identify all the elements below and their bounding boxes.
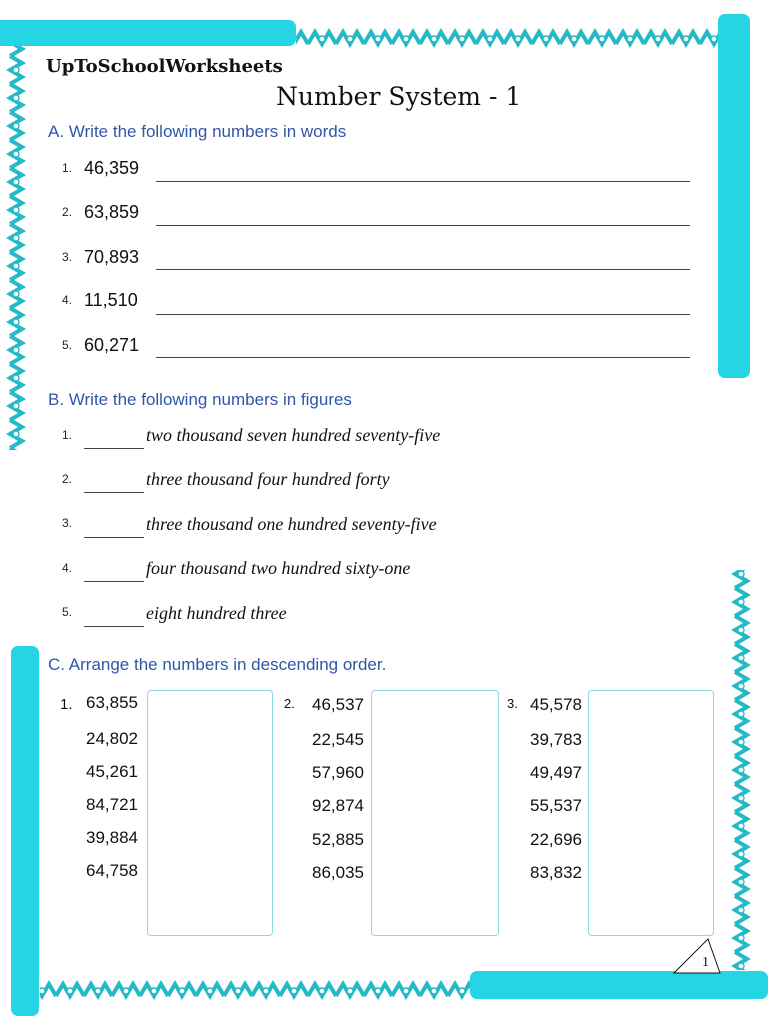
figure-blank[interactable] <box>84 626 144 627</box>
top-left-bar <box>0 20 296 46</box>
group-number: 2. <box>284 696 295 711</box>
bottom-zigzag <box>40 978 472 1002</box>
section-a-item-value: 60,271 <box>84 335 140 355</box>
figure-blank[interactable] <box>84 448 144 449</box>
figure-blank[interactable] <box>84 581 144 582</box>
top-right-bar <box>718 14 750 378</box>
group-number: 3. <box>507 696 518 711</box>
page-title: Number System - 1 <box>276 82 522 111</box>
group-value: 84,721 <box>86 795 138 814</box>
group-value: 83,832 <box>530 863 582 882</box>
section-b-heading: B. Write the following numbers in figures <box>48 390 352 409</box>
top-zigzag <box>296 26 720 50</box>
section-a-item-number: 1. <box>62 161 73 175</box>
group-value: 64,758 <box>86 861 138 880</box>
brand-name: UpToSchoolWorksheets <box>46 56 283 77</box>
group-value: 45,261 <box>86 762 138 781</box>
section-b-item-number: 4. <box>62 561 73 575</box>
section-a-item-value: 11,510 <box>84 290 138 310</box>
section-b-item-words: three thousand four hundred forty <box>146 469 390 489</box>
group-value: 86,035 <box>312 863 364 882</box>
group-value: 55,537 <box>530 796 582 815</box>
section-a-item-number: 4. <box>62 293 73 307</box>
section-b-item-number: 5. <box>62 605 73 619</box>
section-a-item-number: 2. <box>62 205 73 219</box>
answer-box[interactable] <box>588 690 714 936</box>
bottom-left-bar <box>11 646 39 1016</box>
section-b-item-words: four thousand two hundred sixty-one <box>146 558 411 578</box>
group-value: 52,885 <box>312 830 364 849</box>
answer-line[interactable] <box>156 357 690 358</box>
section-b-item-number: 2. <box>62 472 73 486</box>
right-zigzag <box>729 570 753 970</box>
section-b-item-words: eight hundred three <box>146 603 287 623</box>
section-a-item-value: 46,359 <box>84 158 140 178</box>
group-value: 63,855 <box>86 693 138 712</box>
answer-line[interactable] <box>156 225 690 226</box>
figure-blank[interactable] <box>84 537 144 538</box>
section-b-item-words: three thousand one hundred seventy-five <box>146 514 437 534</box>
answer-line[interactable] <box>156 181 690 182</box>
page-number-marker <box>672 936 722 974</box>
group-value: 24,802 <box>86 729 138 748</box>
section-b-item-words: two thousand seven hundred seventy-five <box>146 425 441 445</box>
group-value: 46,537 <box>312 695 364 714</box>
group-value: 92,874 <box>312 796 364 815</box>
group-value: 49,497 <box>530 763 582 782</box>
section-a-heading: A. Write the following numbers in words <box>48 122 347 141</box>
answer-box[interactable] <box>147 690 273 936</box>
group-value: 39,783 <box>530 730 582 749</box>
answer-box[interactable] <box>371 690 499 936</box>
section-a-item-value: 63,859 <box>84 202 140 222</box>
section-b-item-number: 1. <box>62 428 73 442</box>
bottom-right-bar <box>470 971 768 999</box>
section-a-item-number: 5. <box>62 338 73 352</box>
group-value: 45,578 <box>530 695 582 714</box>
section-a-item-value: 70,893 <box>84 247 140 267</box>
page-number: 1 <box>702 955 709 970</box>
group-value: 57,960 <box>312 763 364 782</box>
group-value: 22,545 <box>312 730 364 749</box>
left-zigzag <box>4 40 28 450</box>
section-b-item-number: 3. <box>62 516 73 530</box>
group-value: 22,696 <box>530 830 582 849</box>
answer-line[interactable] <box>156 314 690 315</box>
section-a-item-number: 3. <box>62 250 73 264</box>
section-c-heading: C. Arrange the numbers in descending order. <box>48 655 387 674</box>
group-value: 39,884 <box>86 828 138 847</box>
figure-blank[interactable] <box>84 492 144 493</box>
answer-line[interactable] <box>156 269 690 270</box>
group-number: 1. <box>60 696 73 713</box>
